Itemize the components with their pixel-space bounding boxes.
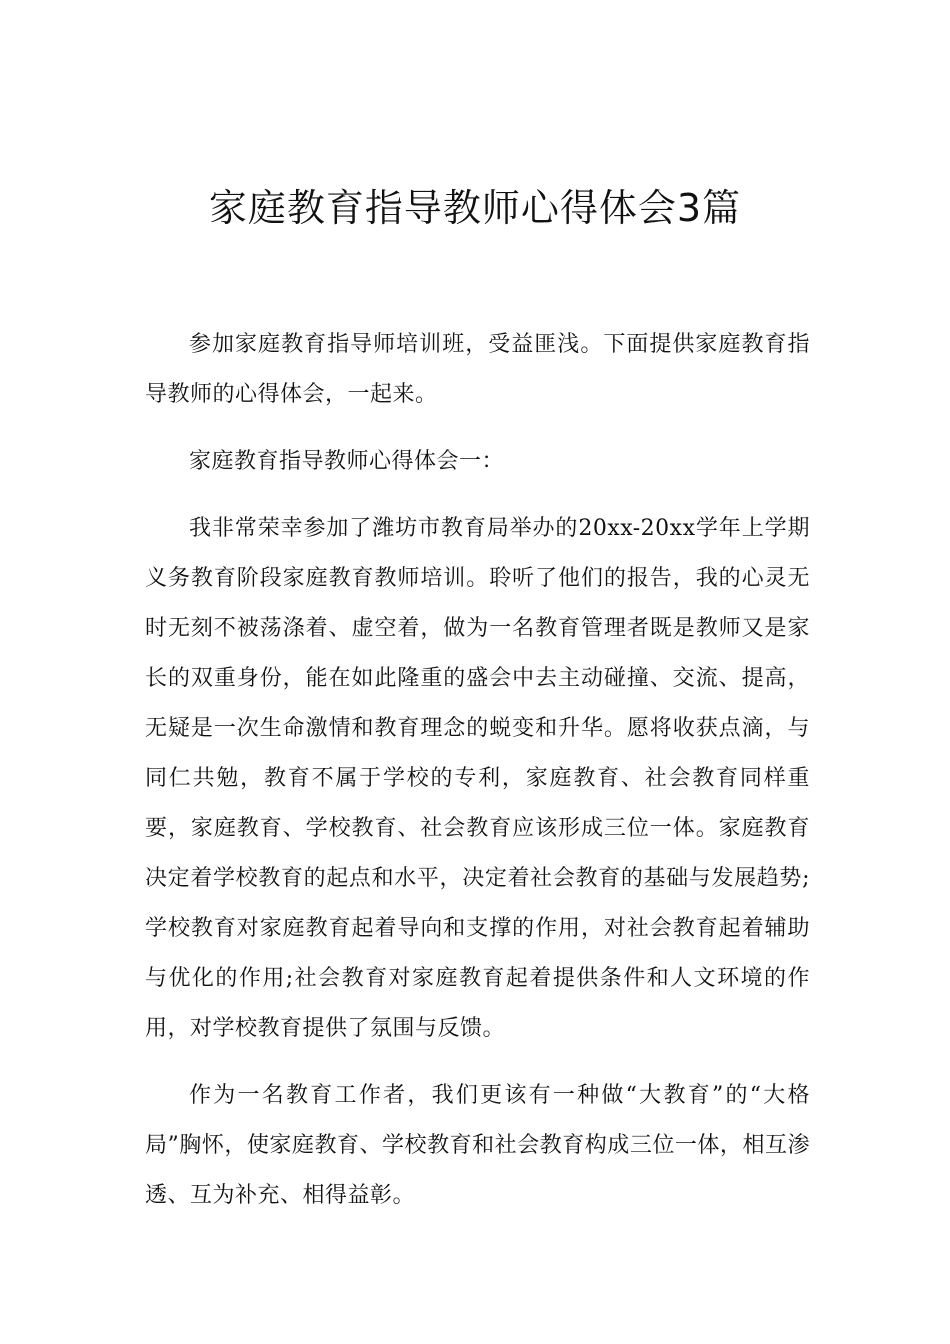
body-paragraph: 我非常荣幸参加了潍坊市教育局举办的20xx-20xx学年上学期义务教育阶段家庭教育教师培训。聆听了他们的报告，我的心灵无时无刻不被荡涤着、虚空着，做为一名教育管理者既是教师又是家长的双重身份，能在如此隆重的盛会中去主动碰撞、交流、提高，无疑是一次生命激情和教育理念的蜕变和升华。愿将收获点滴，与同仁共勉，教育不属于学校的专利，家庭教育、社会教育同样重要，家庭教育、学校教育、社会教育应该形成三位一体。家庭教育决定着学校教育的起点和水平，决定着社会教育的基础与发展趋势;学校教育对家庭教育起着导向和支撑的作用，对社会教育起着辅助与优化的作用;社会教育对家庭教育起着提供条件和人文环境的作用，对学校教育提供了氛围与反馈。	[145, 516, 810, 1041]
section-heading: 家庭教育指导教师心得体会一：	[189, 449, 505, 474]
body-paragraph: 作为一名教育工作者，我们更该有一种做“大教育”的“大格局”胸怀，使家庭教育、学校教育和社会教育构成三位一体，相互渗透、互为补充、相得益彰。	[145, 1083, 810, 1208]
intro-paragraph: 参加家庭教育指导师培训班，受益匪浅。下面提供家庭教育指导教师的心得体会，一起来。	[145, 332, 810, 407]
document-title: 家庭教育指导教师心得体会3篇	[208, 186, 742, 230]
document-body	[145, 320, 810, 1238]
